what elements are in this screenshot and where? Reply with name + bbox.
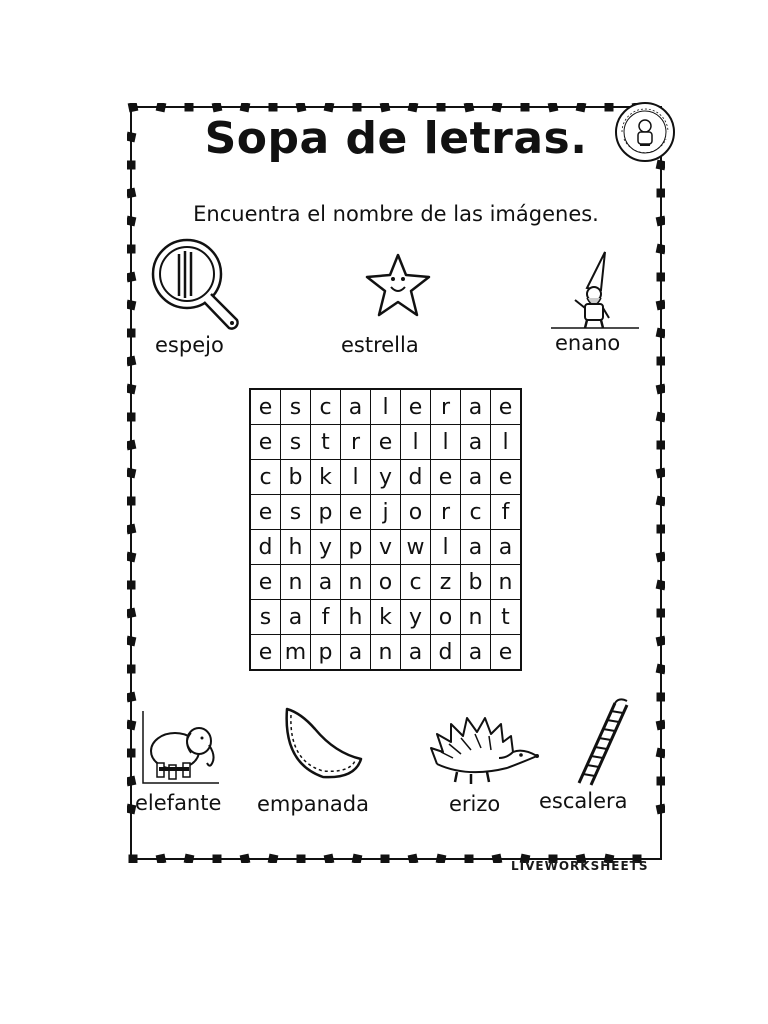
grid-cell[interactable]: y — [401, 600, 431, 635]
grid-cell[interactable]: l — [401, 425, 431, 460]
grid-cell[interactable]: p — [311, 495, 341, 530]
grid-cell[interactable]: e — [250, 389, 281, 425]
grid-cell[interactable]: e — [250, 425, 281, 460]
word-estrella: estrella — [341, 333, 419, 357]
grid-row — [250, 600, 521, 635]
border-dot — [408, 103, 419, 112]
border-dot — [127, 300, 136, 311]
border-dot — [296, 103, 307, 112]
border-dot — [437, 103, 446, 112]
instruction-text: Encuentra el nombre de las imágenes. — [193, 202, 599, 226]
grid-row — [250, 495, 521, 530]
word-search-grid — [249, 388, 522, 671]
border-dot — [657, 273, 666, 282]
grid-row — [250, 389, 521, 425]
border-dot — [324, 103, 335, 112]
border-dot — [213, 855, 222, 864]
grid-cell[interactable]: a — [461, 389, 491, 425]
border-dot — [656, 636, 665, 647]
grid-cell[interactable]: o — [371, 565, 401, 600]
empanada-icon — [275, 703, 367, 785]
grid-cell[interactable]: c — [250, 460, 281, 495]
grid-cell[interactable]: n — [491, 565, 522, 600]
grid-cell[interactable]: o — [431, 600, 461, 635]
ladder-icon — [571, 695, 635, 787]
border-dot — [657, 189, 666, 198]
grid-cell[interactable]: d — [401, 460, 431, 495]
border-dot — [464, 103, 475, 112]
border-dot — [657, 357, 666, 366]
border-dot — [657, 525, 666, 534]
border-dot — [492, 854, 503, 863]
border-dot — [656, 244, 665, 255]
word-erizo: erizo — [449, 792, 501, 816]
border-dot — [656, 384, 665, 395]
border-dot — [353, 103, 362, 112]
word-elefante: elefante — [135, 791, 222, 815]
word-empanada: empanada — [257, 792, 369, 816]
page-title: Sopa de letras. — [204, 113, 588, 164]
smiling-star-icon — [363, 251, 433, 321]
border-dot — [128, 103, 139, 112]
grid-cell[interactable]: h — [281, 530, 311, 565]
grid-cell[interactable]: w — [401, 530, 431, 565]
grid-cell[interactable]: h — [341, 600, 371, 635]
border-dot — [380, 103, 391, 112]
border-dot — [127, 636, 136, 647]
border-dot — [127, 552, 136, 563]
border-dot — [240, 103, 251, 112]
grid-cell[interactable]: s — [281, 495, 311, 530]
grid-cell[interactable]: b — [461, 565, 491, 600]
border-dot — [297, 855, 306, 864]
grid-cell[interactable]: c — [401, 565, 431, 600]
grid-row — [250, 425, 521, 460]
grid-cell[interactable]: p — [341, 530, 371, 565]
border-dot — [127, 413, 136, 422]
grid-row — [250, 460, 521, 495]
mirror-icon — [149, 236, 245, 336]
grid-cell[interactable]: e — [341, 495, 371, 530]
border-dot — [408, 854, 419, 863]
border-dot — [436, 854, 447, 863]
border-dot — [381, 855, 390, 864]
grid-cell[interactable]: p — [311, 635, 341, 671]
grid-cell[interactable]: l — [491, 425, 522, 460]
grid-cell[interactable]: s — [281, 389, 311, 425]
border-dot — [521, 103, 530, 112]
grid-cell[interactable]: f — [491, 495, 522, 530]
border-dot — [657, 777, 666, 786]
grid-row — [250, 635, 521, 671]
border-dot — [127, 440, 136, 451]
grid-cell[interactable]: a — [461, 635, 491, 671]
border-dot — [127, 608, 136, 619]
grid-cell[interactable]: l — [431, 530, 461, 565]
grid-cell[interactable]: d — [431, 635, 461, 671]
border-dot — [656, 748, 665, 759]
grid-cell[interactable]: v — [371, 530, 401, 565]
grid-cell[interactable]: e — [250, 565, 281, 600]
border-dot — [127, 776, 136, 787]
grid-cell[interactable]: t — [311, 425, 341, 460]
border-dot — [127, 581, 136, 590]
border-dot — [548, 103, 559, 112]
footer-logo: LIVEWORKSHEETS — [511, 859, 649, 873]
border-dot — [657, 609, 666, 618]
grid-cell[interactable]: n — [371, 635, 401, 671]
border-dot — [657, 441, 666, 450]
border-dot — [212, 103, 223, 112]
grid-cell[interactable]: k — [371, 600, 401, 635]
grid-cell[interactable]: b — [281, 460, 311, 495]
grid-cell[interactable]: k — [311, 460, 341, 495]
grid-cell[interactable]: a — [461, 425, 491, 460]
grid-cell[interactable]: a — [341, 635, 371, 671]
border-dot — [352, 854, 363, 863]
grid-cell[interactable]: e — [371, 425, 401, 460]
border-dot — [656, 552, 665, 563]
border-dot — [576, 103, 587, 112]
border-dot — [156, 854, 167, 863]
border-dot — [268, 854, 279, 863]
grid-cell[interactable]: n — [341, 565, 371, 600]
grid-row — [250, 530, 521, 565]
border-dot — [127, 749, 136, 758]
grid-cell[interactable]: s — [250, 600, 281, 635]
border-dot — [127, 692, 136, 703]
grid-cell[interactable]: l — [371, 389, 401, 425]
border-dot — [127, 468, 136, 479]
grid-cell[interactable]: a — [281, 600, 311, 635]
word-enano: enano — [555, 331, 621, 355]
grid-cell[interactable]: a — [341, 389, 371, 425]
grid-cell[interactable]: j — [371, 495, 401, 530]
border-dot — [657, 693, 666, 702]
border-dot — [127, 384, 136, 395]
word-espejo: espejo — [155, 333, 224, 357]
grid-row — [250, 565, 521, 600]
border-dot — [605, 103, 614, 112]
border-dot — [185, 103, 194, 112]
border-dot — [127, 245, 136, 254]
grid-cell[interactable]: r — [341, 425, 371, 460]
grid-cell[interactable]: e — [250, 495, 281, 530]
grid-cell[interactable]: e — [491, 389, 522, 425]
hedgehog-icon — [427, 708, 541, 788]
grid-cell[interactable]: m — [281, 635, 311, 671]
grid-cell[interactable]: z — [431, 565, 461, 600]
grid-cell[interactable]: c — [461, 495, 491, 530]
word-escalera: escalera — [539, 789, 628, 813]
border-dot — [156, 103, 167, 112]
border-dot — [656, 580, 665, 591]
grid-cell[interactable]: y — [311, 530, 341, 565]
grid-cell[interactable]: a — [491, 530, 522, 565]
border-dot — [656, 804, 665, 815]
grid-cell[interactable]: a — [401, 635, 431, 671]
border-dot — [127, 720, 136, 731]
grid-cell[interactable]: n — [461, 600, 491, 635]
border-dot — [127, 524, 136, 535]
grid-cell[interactable]: f — [311, 600, 341, 635]
border-dot — [656, 328, 665, 339]
grid-cell[interactable]: y — [371, 460, 401, 495]
border-dot — [492, 103, 503, 112]
grid-cell[interactable]: d — [250, 530, 281, 565]
border-dot — [656, 720, 665, 731]
grid-cell[interactable]: r — [431, 389, 461, 425]
grid-cell[interactable]: e — [431, 460, 461, 495]
grid-cell[interactable]: e — [491, 460, 522, 495]
grid-cell[interactable]: o — [401, 495, 431, 530]
border-dot — [656, 664, 665, 675]
grid-cell[interactable]: c — [311, 389, 341, 425]
border-dot — [184, 854, 195, 863]
border-dot — [127, 329, 136, 338]
border-dot — [127, 497, 136, 506]
grid-cell[interactable]: e — [491, 635, 522, 671]
border-dot — [127, 188, 136, 199]
grid-cell[interactable]: t — [491, 600, 522, 635]
grid-cell[interactable]: a — [311, 565, 341, 600]
grid-cell[interactable]: e — [250, 635, 281, 671]
border-dot — [656, 468, 665, 479]
grid-cell[interactable]: s — [281, 425, 311, 460]
grid-cell[interactable]: r — [431, 495, 461, 530]
border-dot — [129, 855, 138, 864]
grid-cell[interactable]: e — [401, 389, 431, 425]
border-dot — [656, 496, 665, 507]
border-dot — [656, 300, 665, 311]
border-dot — [465, 855, 474, 864]
grid-cell[interactable]: a — [461, 530, 491, 565]
grid-cell[interactable]: l — [431, 425, 461, 460]
grid-cell[interactable]: n — [281, 565, 311, 600]
gnome-icon — [547, 248, 643, 332]
border-dot — [127, 356, 136, 367]
grid-cell[interactable]: a — [461, 460, 491, 495]
border-dot — [127, 665, 136, 674]
border-dot — [324, 854, 335, 863]
elephant-icon — [139, 707, 221, 787]
border-dot — [240, 854, 251, 863]
border-dot — [269, 103, 278, 112]
border-dot — [656, 412, 665, 423]
border-dot — [127, 272, 136, 283]
worksheet-frame — [127, 103, 665, 873]
grid-cell[interactable]: l — [341, 460, 371, 495]
